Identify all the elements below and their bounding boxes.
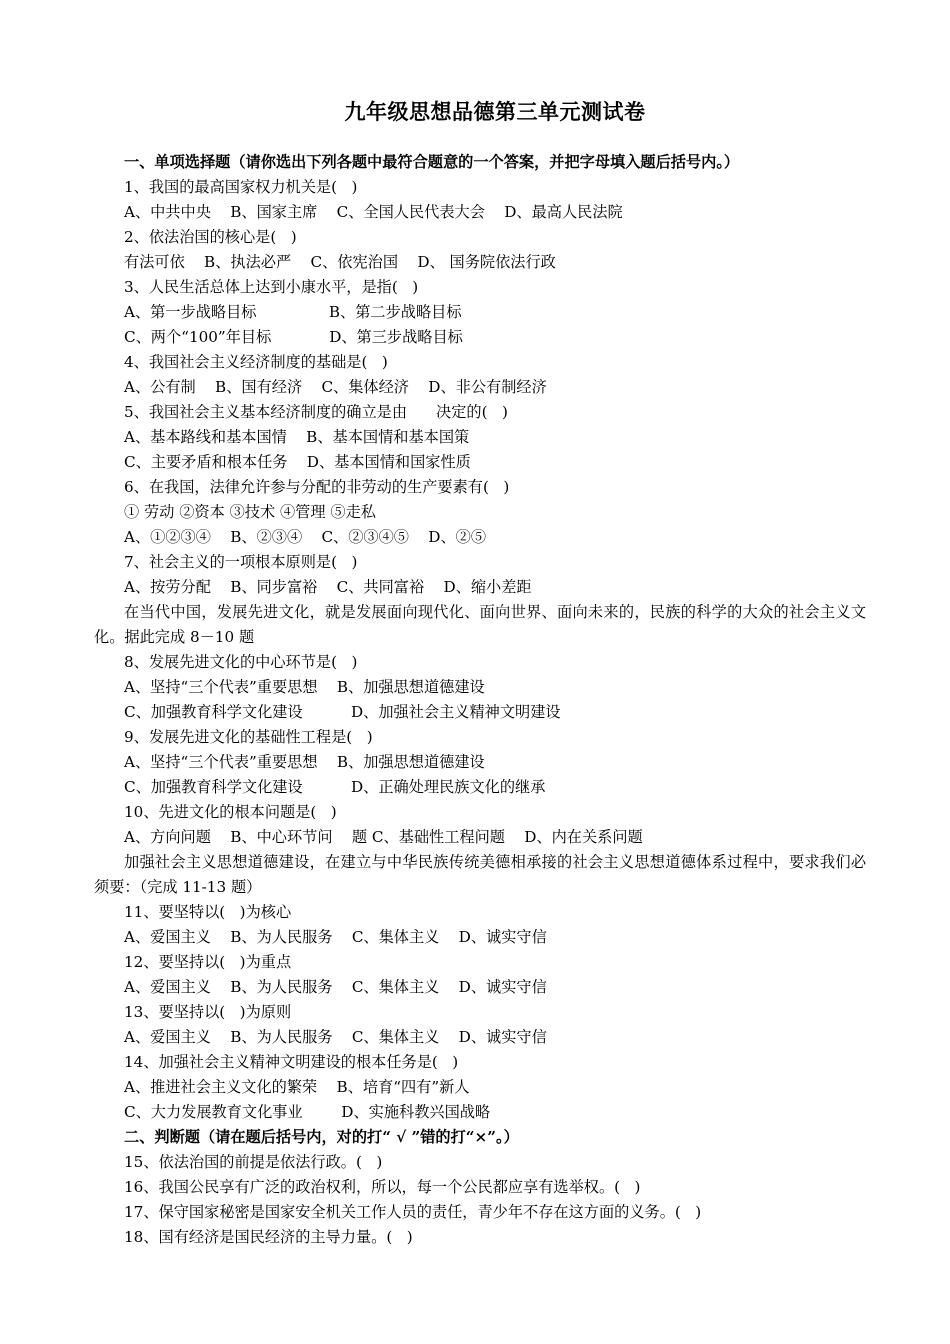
section-heading-choice: 一、单项选择题（请你选出下列各题中最符合题意的一个答案，并把字母填入题后括号内。） [124, 153, 740, 171]
question-8: 8、发展先进文化的中心环节是( ) [124, 653, 358, 671]
question-1: 1、我国的最高国家权力机关是( ) [124, 178, 358, 196]
question-2-options: 有法可依 B、执法必严 C、依宪治国 D、 国务院依法行政 [124, 253, 556, 271]
section-heading-judgement: 二、判断题（请在题后括号内，对的打“ √ ”错的打“×”。） [124, 1128, 519, 1146]
question-7: 7、社会主义的一项根本原则是( ) [124, 553, 358, 571]
question-14: 14、加强社会主义精神文明建设的根本任务是( ) [124, 1053, 459, 1071]
question-14-options-cd: C、大力发展教育文化事业 D、实施科教兴国战略 [124, 1103, 491, 1121]
question-10: 10、先进文化的根本问题是( ) [124, 803, 337, 821]
question-9-options-ab: A、坚持“三个代表”重要思想 B、加强思想道德建设 [124, 753, 485, 771]
question-16: 16、我国公民享有广泛的政治权利，所以，每一个公民都应享有选举权。( ) [124, 1178, 641, 1196]
question-8-options-cd: C、加强教育科学文化建设 D、加强社会主义精神文明建设 [124, 703, 561, 721]
question-18: 18、国有经济是国民经济的主导力量。( ) [124, 1228, 413, 1246]
question-2: 2、依法治国的核心是( ) [124, 228, 297, 246]
question-5-options-cd: C、主要矛盾和根本任务 D、基本国情和国家性质 [124, 453, 471, 471]
question-6: 6、在我国，法律允许参与分配的非劳动的生产要素有( ) [124, 478, 510, 496]
question-5-options-ab: A、基本路线和基本国情 B、基本国情和基本国策 [124, 428, 470, 446]
reading-passage-1: 在当代中国，发展先进文化，就是发展面向现代化、面向世界、面向未来的，民族的科学的大众的社会主义文化。据此完成 8－10 题 [94, 603, 866, 646]
question-8-options-ab: A、坚持“三个代表”重要思想 B、加强思想道德建设 [124, 678, 485, 696]
question-4-options: A、公有制 B、国有经济 C、集体经济 D、非公有制经济 [124, 378, 547, 396]
question-6-items: ① 劳动 ②资本 ③技术 ④管理 ⑤走私 [124, 503, 376, 521]
question-5: 5、我国社会主义基本经济制度的确立是由 决定的( ) [124, 403, 508, 421]
question-14-options-ab: A、推进社会主义文化的繁荣 B、培育“四有”新人 [124, 1078, 470, 1096]
question-11: 11、要坚特以( )为核心 [124, 903, 292, 921]
question-1-options: A、中共中央 B、国家主席 C、全国人民代表大会 D、最高人民法院 [124, 203, 623, 221]
question-13-options: A、爱国主义 B、为人民服务 C、集体主义 D、诚实守信 [124, 1028, 547, 1046]
question-10-options: A、方向问题 B、中心环节问 题 C、基础性工程问题 D、内在关系问题 [124, 828, 643, 846]
question-9: 9、发展先进文化的基础性工程是( ) [124, 728, 373, 746]
question-9-options-cd: C、加强教育科学文化建设 D、正确处理民族文化的继承 [124, 778, 546, 796]
question-17: 17、保守国家秘密是国家安全机关工作人员的责任，青少年不存在这方面的义务。( ) [124, 1203, 702, 1221]
question-7-options: A、按劳分配 B、同步富裕 C、共同富裕 D、缩小差距 [124, 578, 532, 596]
exam-content [94, 150, 866, 1250]
question-12: 12、要坚持以( )为重点 [124, 953, 292, 971]
question-3: 3、人民生活总体上达到小康水平，是指( ) [124, 278, 419, 296]
question-4: 4、我国社会主义经济制度的基础是( ) [124, 353, 388, 371]
question-3-options-cd: C、两个“100”年目标 D、第三步战略目标 [124, 328, 463, 346]
question-3-options-ab: A、第一步战略目标 B、第二步战略目标 [124, 303, 462, 321]
question-6-options: A、①②③④ B、②③④ C、②③④⑤ D、②⑤ [124, 528, 487, 546]
reading-passage-2: 加强社会主义思想道德建设，在建立与中华民族传统美德相承接的社会主义思想道德体系过程中，要求我们必须要：（完成 11-13 题） [94, 853, 866, 896]
question-11-options: A、爱国主义 B、为人民服务 C、集体主义 D、诚实守信 [124, 928, 547, 946]
question-13: 13、要坚持以( )为原则 [124, 1003, 292, 1021]
page-title: 九年级思想品德第三单元测试卷 [344, 99, 646, 124]
question-15: 15、依法治国的前提是依法行政。( ) [124, 1153, 383, 1171]
question-12-options: A、爱国主义 B、为人民服务 C、集体主义 D、诚实守信 [124, 978, 547, 996]
